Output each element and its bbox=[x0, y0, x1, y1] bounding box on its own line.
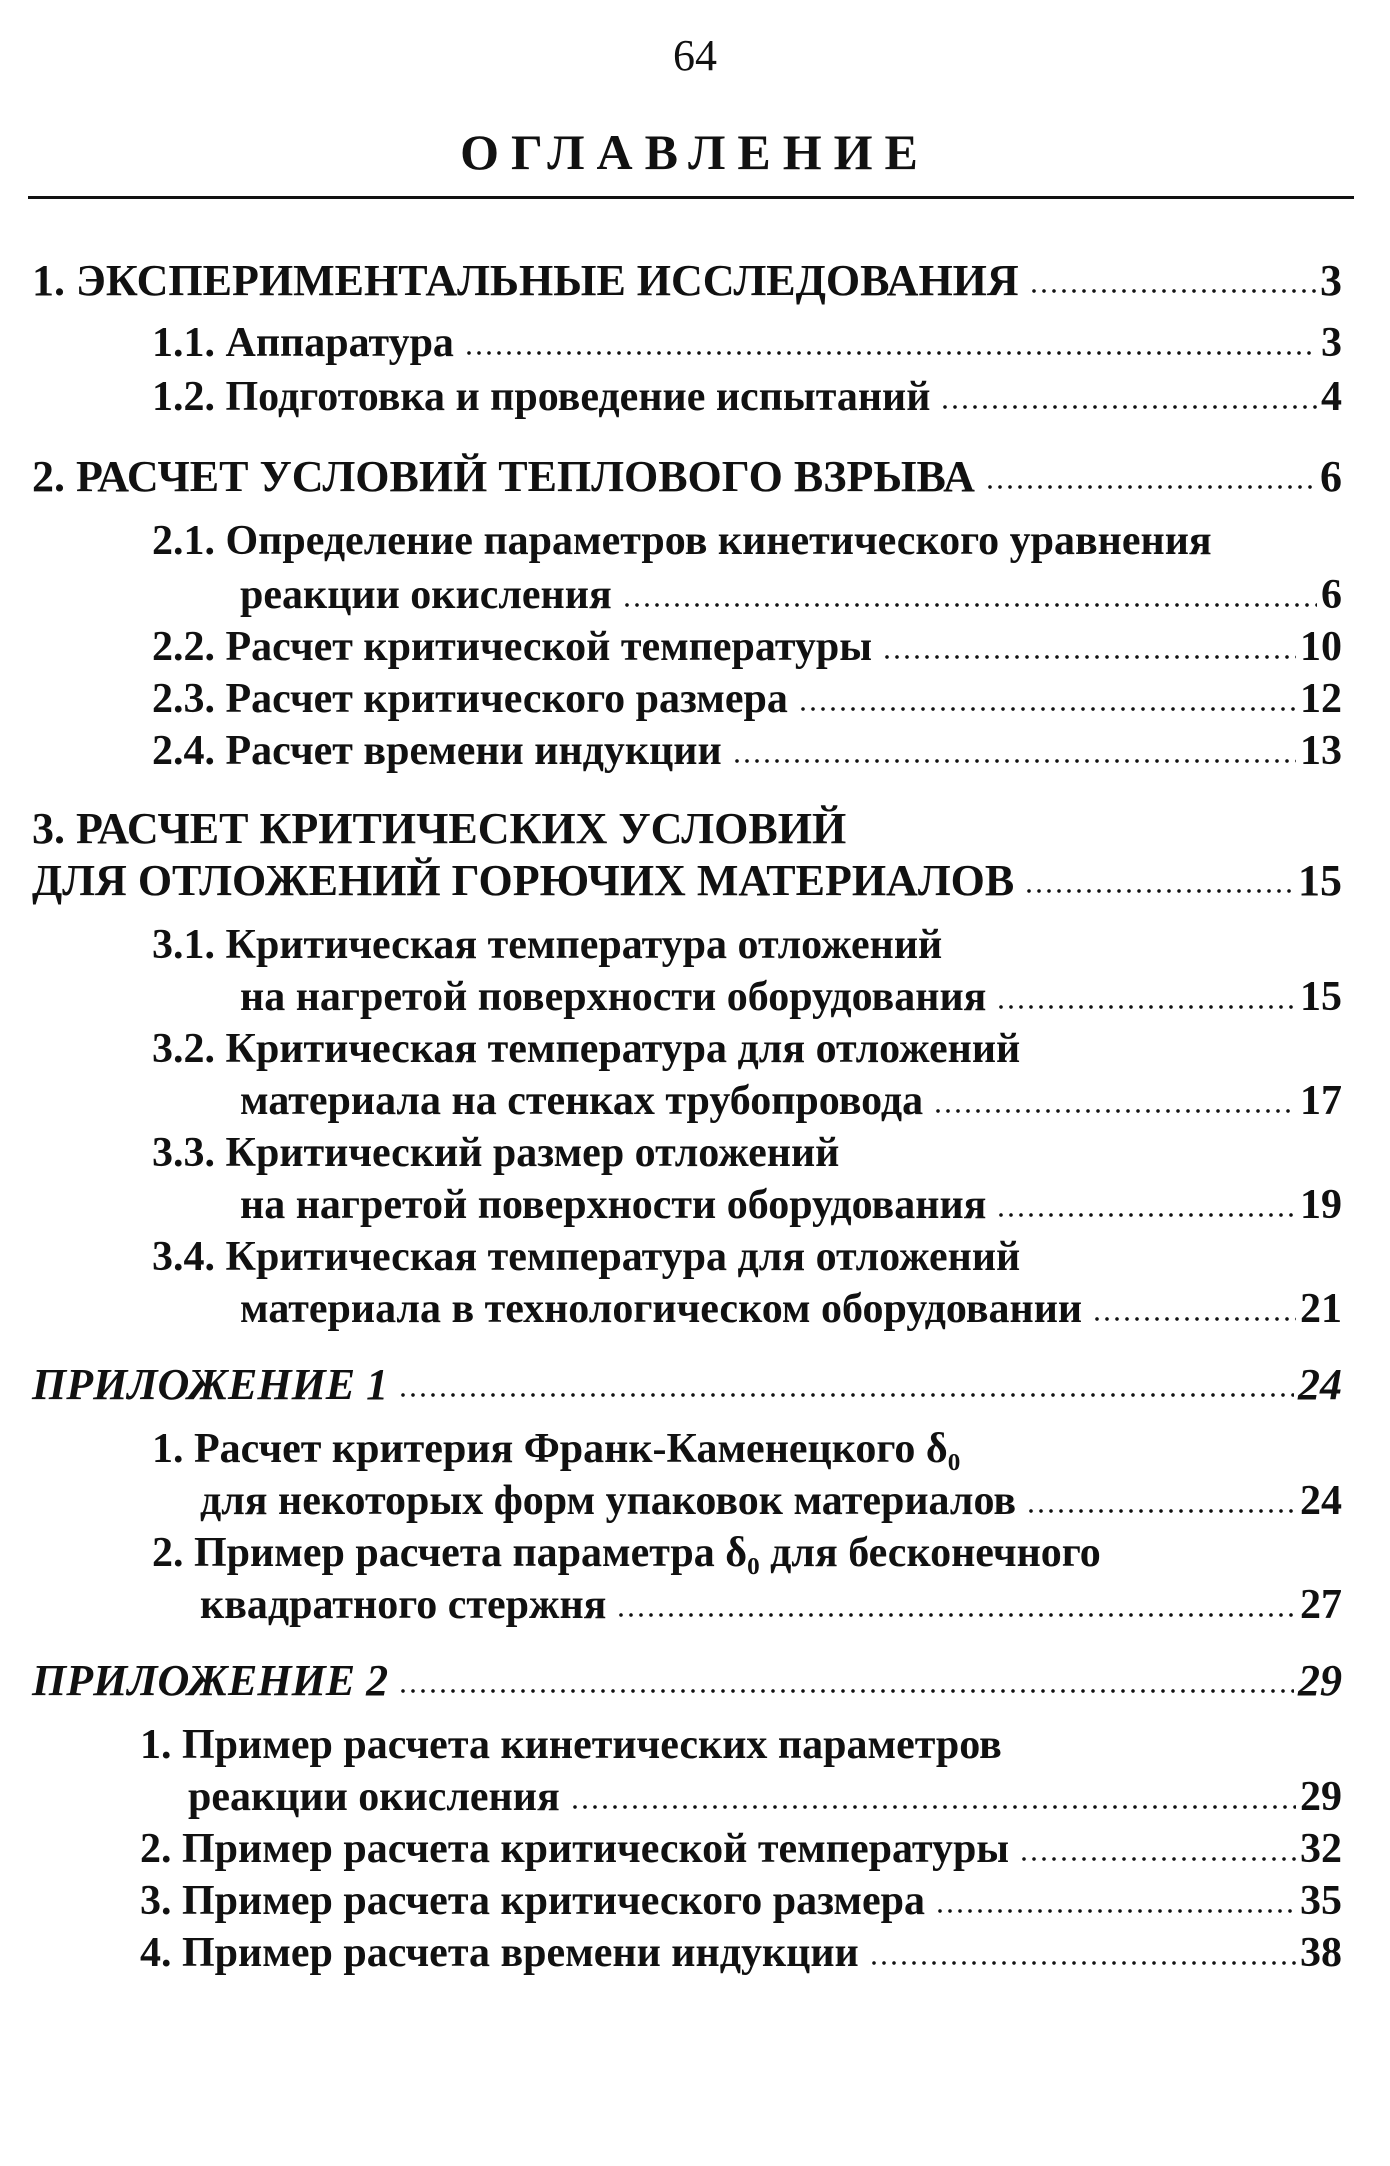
leader-dots bbox=[570, 1772, 1296, 1822]
toc-entry-3-3-line1 bbox=[152, 1128, 1342, 1178]
leader-dots bbox=[398, 1360, 1294, 1410]
toc-entry-title: 3.1. Критическая температура отложений bbox=[152, 922, 943, 968]
leader-dots bbox=[1092, 1284, 1296, 1334]
toc-entry-title: 2.2. Расчет критической температуры bbox=[152, 624, 873, 670]
toc-entry-section-2 bbox=[32, 452, 1342, 502]
toc-entry-title: на нагретой поверхности оборудования bbox=[240, 974, 987, 1020]
toc-entry-app2-4 bbox=[140, 1928, 1342, 1978]
title-rule bbox=[28, 196, 1354, 199]
toc-entry-title: 2.1. Определение параметров кинетического уравнения bbox=[152, 518, 1212, 564]
toc-entry-app1-2 bbox=[200, 1580, 1342, 1630]
leader-dots bbox=[933, 1076, 1296, 1126]
toc-entry-3-2 bbox=[240, 1076, 1342, 1126]
toc-entry-app1-2-line1 bbox=[152, 1528, 1342, 1578]
toc-entry-page: 15 bbox=[1300, 974, 1342, 1020]
leader-dots bbox=[1026, 1476, 1296, 1526]
toc-entry-title: ПРИЛОЖЕНИЕ 2 bbox=[32, 1656, 389, 1705]
leader-dots bbox=[1024, 856, 1294, 906]
page-number: 64 bbox=[673, 31, 717, 80]
toc-entry-title: 4. Пример расчета времени индукции bbox=[140, 1930, 859, 1976]
toc-entry-title: 1.1. Аппаратура bbox=[152, 320, 454, 366]
toc-entry-3-3 bbox=[240, 1180, 1342, 1230]
toc-entry-2-2 bbox=[152, 622, 1342, 672]
leader-dots bbox=[1029, 256, 1316, 306]
toc-entry-page: 4 bbox=[1321, 374, 1342, 420]
leader-dots bbox=[940, 372, 1317, 422]
toc-entry-title: материала на стенках трубопровода bbox=[240, 1078, 924, 1124]
leader-dots bbox=[616, 1580, 1296, 1630]
toc-entry-3-2-line1 bbox=[152, 1024, 1342, 1074]
toc-entry-app2-3 bbox=[140, 1876, 1342, 1926]
leader-dots bbox=[398, 1656, 1294, 1706]
toc-entry-2-1 bbox=[240, 570, 1342, 620]
toc-entry-title: реакции окисления bbox=[188, 1774, 560, 1820]
toc-entry-page: 12 bbox=[1300, 676, 1342, 722]
toc-entry-appendix-1 bbox=[32, 1360, 1342, 1410]
toc-entry-app2-1 bbox=[188, 1772, 1342, 1822]
toc-entry-1-1 bbox=[152, 318, 1342, 368]
toc-entry-title: 3.2. Критическая температура для отложений bbox=[152, 1026, 1021, 1072]
toc-entry-title: для некоторых форм упаковок материалов bbox=[200, 1478, 1017, 1524]
toc-entry-title: ДЛЯ ОТЛОЖЕНИЙ ГОРЮЧИХ МАТЕРИАЛОВ bbox=[32, 856, 1015, 905]
toc-entry-page: 32 bbox=[1300, 1826, 1342, 1872]
toc-entry-page: 29 bbox=[1298, 1656, 1342, 1705]
toc-entry-title: 2.3. Расчет критического размера bbox=[152, 676, 788, 722]
leader-dots bbox=[985, 452, 1316, 502]
toc-entry-title: 3. Пример расчета критического размера bbox=[140, 1878, 925, 1924]
toc-entry-appendix-2 bbox=[32, 1656, 1342, 1706]
leader-dots bbox=[622, 570, 1317, 620]
toc-entry-section-3 bbox=[32, 856, 1342, 906]
toc-entry-page: 27 bbox=[1300, 1582, 1342, 1628]
toc-entry-page: 24 bbox=[1298, 1360, 1342, 1409]
toc-entry-3-1-line1 bbox=[152, 920, 1342, 970]
toc-entry-page: 35 bbox=[1300, 1878, 1342, 1924]
toc-entry-title: квадратного стержня bbox=[200, 1582, 607, 1628]
toc-entry-title: 2.4. Расчет времени индукции bbox=[152, 728, 722, 774]
toc-entry-2-4 bbox=[152, 726, 1342, 776]
toc-entry-3-4 bbox=[240, 1284, 1342, 1334]
toc-entry-page: 19 bbox=[1300, 1182, 1342, 1228]
toc-entry-page: 17 bbox=[1300, 1078, 1342, 1124]
toc-entry-section-3-line1 bbox=[32, 804, 1342, 854]
toc-entry-title: ПРИЛОЖЕНИЕ 1 bbox=[32, 1360, 389, 1409]
toc-entry-app1-1 bbox=[200, 1476, 1342, 1526]
leader-dots bbox=[935, 1876, 1296, 1926]
toc-entry-page: 24 bbox=[1300, 1478, 1342, 1524]
leader-dots bbox=[464, 318, 1317, 368]
leader-dots bbox=[996, 972, 1296, 1022]
toc-entry-page: 6 bbox=[1320, 452, 1342, 501]
toc-entry-section-1 bbox=[32, 256, 1342, 306]
toc-entry-title: 1. Расчет критерия Франк-Каменецкого δ₀ bbox=[152, 1426, 961, 1472]
toc-entry-title: 2. РАСЧЕТ УСЛОВИЙ ТЕПЛОВОГО ВЗРЫВА bbox=[32, 452, 975, 501]
toc-entry-title: 1. Пример расчета кинетических параметров bbox=[140, 1722, 1002, 1768]
toc-entry-title: материала в технологическом оборудовании bbox=[240, 1286, 1083, 1332]
toc-entry-app2-2 bbox=[140, 1824, 1342, 1874]
leader-dots bbox=[1019, 1824, 1296, 1874]
toc-entry-3-4-line1 bbox=[152, 1232, 1342, 1282]
toc-entry-1-2 bbox=[152, 372, 1342, 422]
leader-dots bbox=[996, 1180, 1296, 1230]
leader-dots bbox=[732, 726, 1296, 776]
toc-entry-page: 29 bbox=[1300, 1774, 1342, 1820]
toc-entry-page: 3 bbox=[1321, 320, 1342, 366]
toc-entry-3-1 bbox=[240, 972, 1342, 1022]
leader-dots bbox=[882, 622, 1296, 672]
toc-entry-title: на нагретой поверхности оборудования bbox=[240, 1182, 987, 1228]
toc-entry-page: 6 bbox=[1321, 572, 1342, 618]
toc-entry-2-1-line1 bbox=[152, 516, 1342, 566]
toc-entry-title: 3. РАСЧЕТ КРИТИЧЕСКИХ УСЛОВИЙ bbox=[32, 804, 847, 853]
toc-entry-title: 1.2. Подготовка и проведение испытаний bbox=[152, 374, 931, 420]
toc-entry-page: 3 bbox=[1320, 256, 1342, 305]
toc-entry-page: 13 bbox=[1300, 728, 1342, 774]
toc-entry-title: 3.3. Критический размер отложений bbox=[152, 1130, 840, 1176]
toc-entry-page: 10 bbox=[1300, 624, 1342, 670]
leader-dots bbox=[798, 674, 1296, 724]
toc-entry-page: 38 bbox=[1300, 1930, 1342, 1976]
toc-entry-title: 2. Пример расчета параметра δ₀ для бесконечного bbox=[152, 1530, 1101, 1576]
toc-entry-app1-1-line1 bbox=[152, 1424, 1342, 1474]
page-title: ОГЛАВЛЕНИЕ bbox=[460, 124, 930, 180]
toc-entry-title: реакции окисления bbox=[240, 572, 612, 618]
toc-entry-app2-1-line1 bbox=[140, 1720, 1342, 1770]
toc-entry-2-3 bbox=[152, 674, 1342, 724]
toc-entry-title: 3.4. Критическая температура для отложений bbox=[152, 1234, 1021, 1280]
toc-entry-page: 15 bbox=[1298, 856, 1342, 905]
toc-entry-page: 21 bbox=[1300, 1286, 1342, 1332]
toc-entry-title: 1. ЭКСПЕРИМЕНТАЛЬНЫЕ ИССЛЕДОВАНИЯ bbox=[32, 256, 1019, 305]
leader-dots bbox=[869, 1928, 1296, 1978]
toc-entry-title: 2. Пример расчета критической температуры bbox=[140, 1826, 1010, 1872]
